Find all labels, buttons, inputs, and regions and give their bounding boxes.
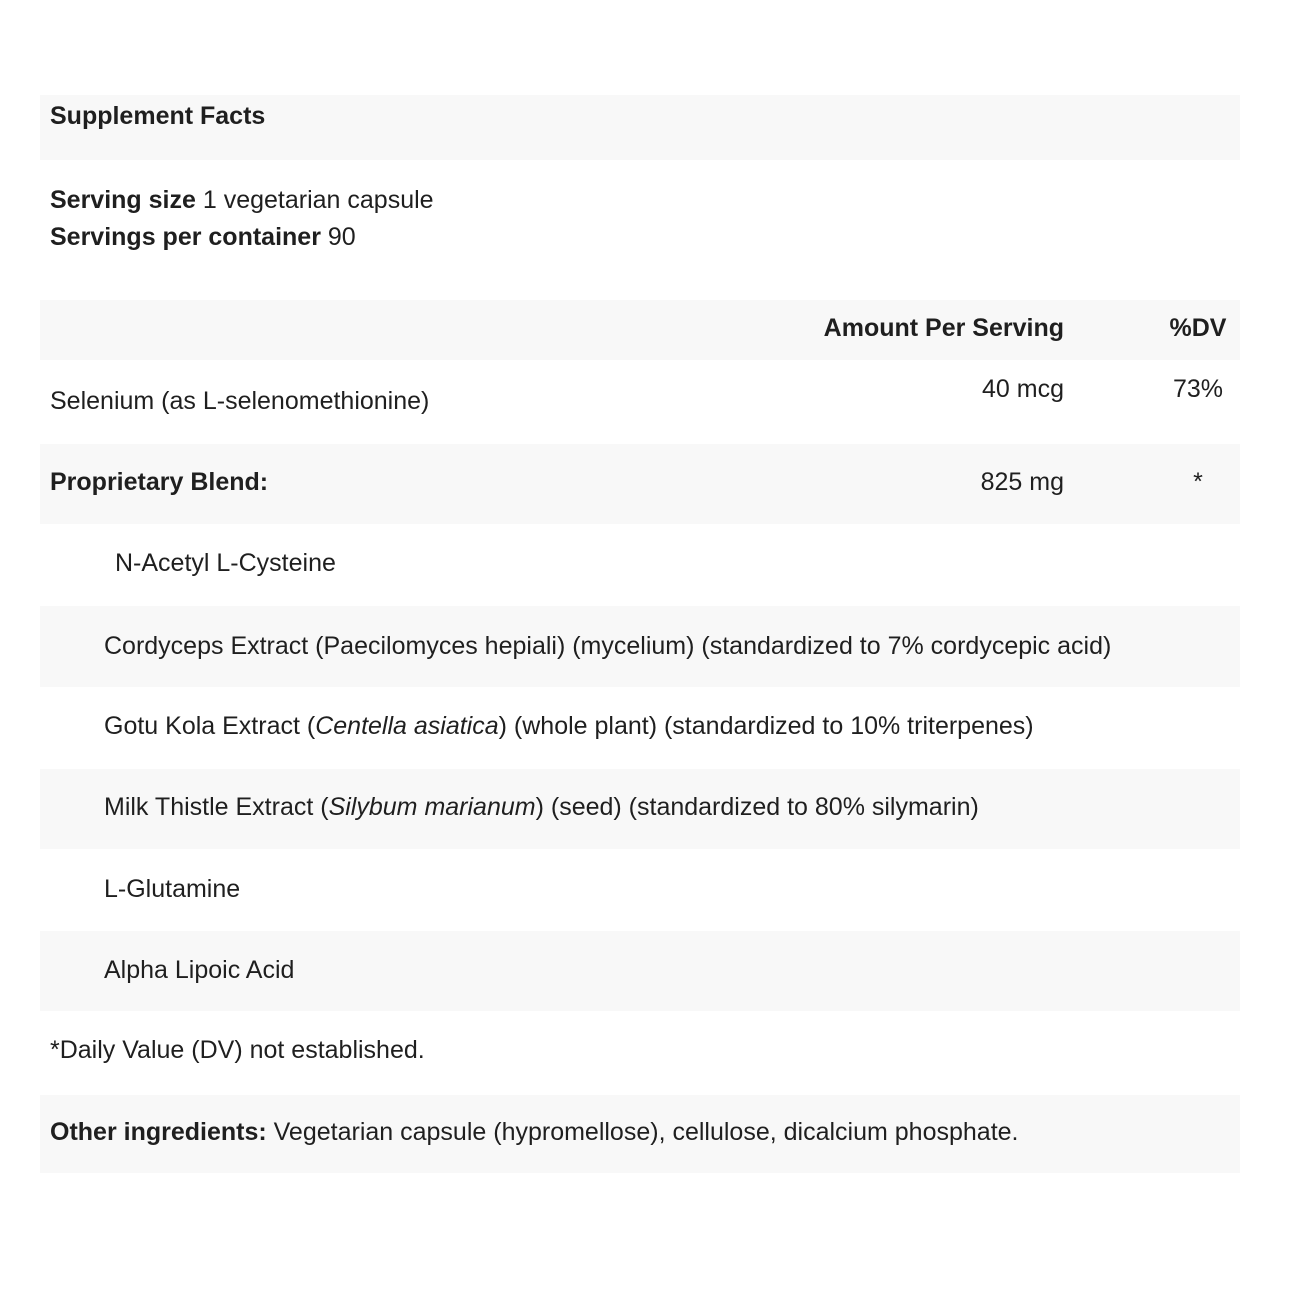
dv-header: %DV	[1169, 314, 1227, 342]
supplement-facts-panel	[40, 95, 1240, 1173]
milk-thistle-latin-name: Silybum marianum	[328, 793, 536, 821]
other-ingredients-text: Vegetarian capsule (hypromellose), cellulose, dicalcium phosphate.	[266, 1118, 1019, 1146]
other-ingredients-row	[40, 1095, 1240, 1173]
other-ingredients-label: Other ingredients:	[50, 1118, 267, 1146]
blend-name: Proprietary Blend:	[50, 468, 269, 496]
ingredient-name	[104, 712, 1034, 741]
ingredient-name: L-Glutamine	[104, 875, 241, 903]
gotu-kola-latin-name: Centella asiatica	[315, 712, 499, 740]
nutrient-name: Selenium (as L-selenomethionine)	[50, 387, 430, 415]
title-row	[40, 95, 1240, 160]
ingredient-name: Alpha Lipoic Acid	[104, 956, 295, 984]
nutrient-dv: 73%	[1172, 375, 1224, 403]
amount-per-serving-header: Amount Per Serving	[823, 314, 1064, 342]
servings-per-container	[50, 223, 356, 252]
table-row-nac	[40, 524, 1240, 606]
serving-info	[40, 160, 1240, 300]
blend-dv: *	[1193, 468, 1203, 496]
blend-amount: 825 mg	[980, 468, 1064, 496]
table-row-glutamine	[40, 849, 1240, 931]
table-row-gotu-kola	[40, 687, 1240, 769]
servings-per-container-value: 90	[320, 223, 356, 251]
serving-size	[50, 186, 434, 215]
table-row-cordyceps	[40, 606, 1240, 687]
table-row-milk-thistle	[40, 769, 1240, 849]
table-row-proprietary-blend	[40, 444, 1240, 524]
ingredient-name	[104, 793, 979, 822]
serving-size-label: Serving size	[50, 186, 196, 214]
footnote-row	[40, 1011, 1240, 1095]
milk-thistle-text-pre: Milk Thistle Extract (	[104, 793, 329, 821]
milk-thistle-text-post: ) (seed) (standardized to 80% silymarin)	[535, 793, 979, 821]
table-row-selenium	[40, 360, 1240, 444]
serving-size-value: 1 vegetarian capsule	[195, 186, 434, 214]
ingredient-name: Cordyceps Extract (Paecilomyces hepiali) (mycelium) (standardized to 7% cordycepic acid)	[104, 632, 1112, 660]
gotu-kola-text-post: ) (whole plant) (standardized to 10% triterpenes)	[498, 712, 1034, 740]
panel-title: Supplement Facts	[50, 102, 266, 130]
dv-footnote: *Daily Value (DV) not established.	[50, 1036, 425, 1064]
other-ingredients	[50, 1118, 1019, 1147]
ingredient-name: N-Acetyl L-Cysteine	[115, 549, 336, 577]
nutrient-amount: 40 mcg	[982, 375, 1064, 403]
table-row-alpha-lipoic-acid	[40, 931, 1240, 1011]
servings-per-container-label: Servings per container	[50, 223, 321, 251]
column-header-row	[40, 300, 1240, 360]
gotu-kola-text-pre: Gotu Kola Extract (	[104, 712, 316, 740]
